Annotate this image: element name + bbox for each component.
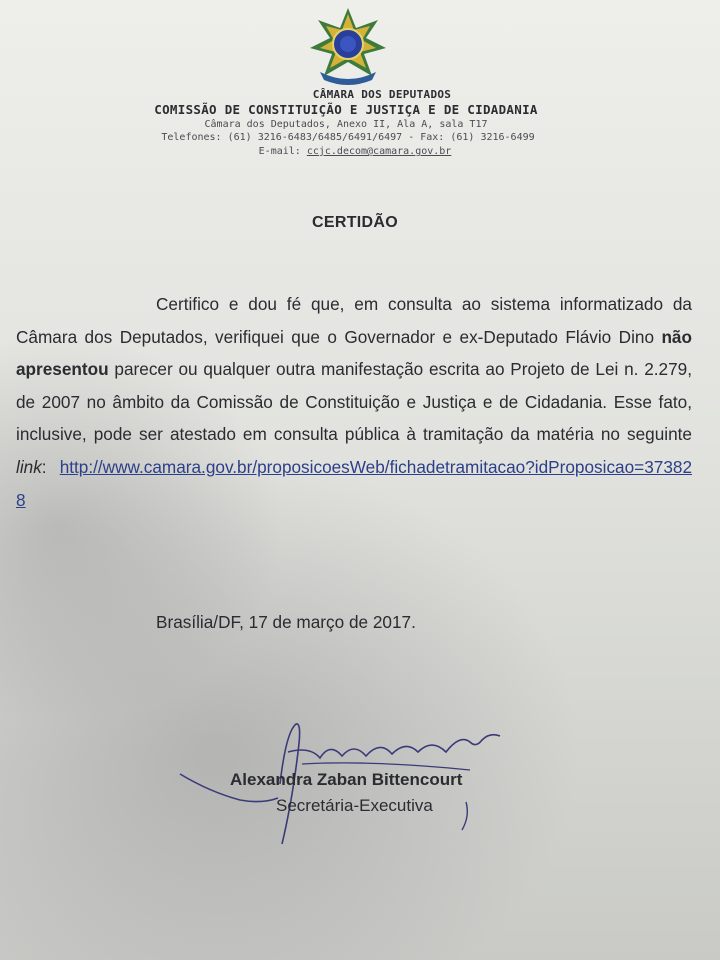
chamber-name: CÂMARA DOS DEPUTADOS (312, 88, 452, 101)
signatory-role: Secretária-Executiva (276, 796, 433, 815)
colon: : (41, 456, 47, 477)
document-title: CERTIDÃO (312, 214, 398, 231)
proposal-url-link[interactable]: http://www.camara.gov.br/proposicoesWeb/fichadetramitacao?idProposicao=373828 (16, 456, 692, 510)
address: Câmara dos Deputados, Anexo II, Ala A, sala T17 (204, 119, 488, 130)
body-text-part-1: Certifico e dou fé que, em consulta ao sistema informatizado da Câmara dos Deputados, verifiquei que o Governador e ex-Deputado Flávio Dino (16, 294, 692, 347)
link-word: link (16, 456, 42, 477)
email-address: ccjc.decom@camara.gov.br (306, 146, 452, 157)
signatory-name: Alexandra Zaban Bittencourt (230, 770, 463, 789)
certificate-body (16, 288, 692, 516)
coat-of-arms-icon (306, 6, 390, 86)
email-label: E-mail: (258, 146, 307, 157)
phone-numbers: Telefones: (61) 3216-6483/6485/6491/6497 - Fax: (61) 3216-6499 (161, 132, 535, 143)
commission-name: COMISSÃO DE CONSTITUIÇÃO E JUSTIÇA E DE CIDADANIA (154, 102, 538, 117)
date-line: Brasília/DF, 17 de março de 2017. (156, 612, 416, 632)
body-text-part-2: parecer ou qualquer outra manifestação escrita ao Projeto de Lei n. 2.279, de 2007 no âmbito da Comissão de Constituição e Justiça e de Cidadania. Esse fato, inclusive, pode ser atestado em consulta pública à tramitação da matéria no seguinte (16, 359, 692, 445)
body-text-emphasis: não apresentou (16, 326, 692, 380)
email-line (240, 146, 470, 157)
